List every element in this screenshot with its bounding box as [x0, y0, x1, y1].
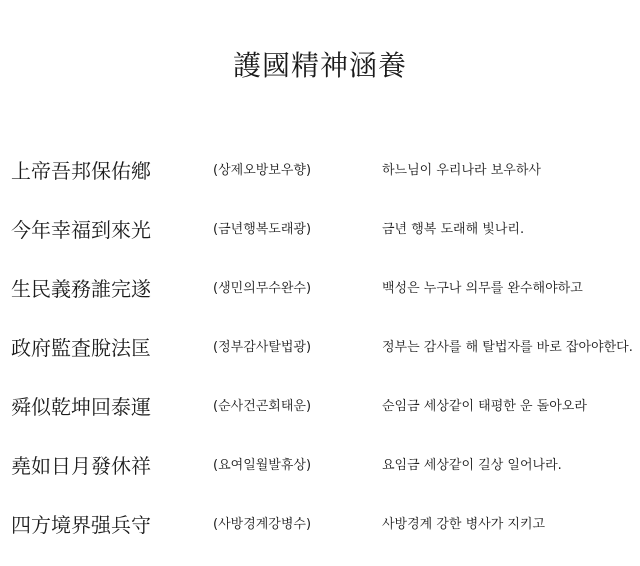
hanja-text: 政府監査脫法匡: [11, 336, 151, 360]
hanja-text: 生民義務誰完遂: [11, 277, 151, 301]
korean-reading: (정부감사탈법광): [213, 340, 312, 355]
poem-line: [0, 153, 640, 212]
korean-meaning: 금년 행복 도래해 빛나리.: [382, 222, 525, 237]
poem-line: [0, 448, 640, 507]
korean-meaning: 요임금 세상같이 길상 일어나라.: [382, 458, 562, 473]
korean-reading: (금년행복도래광): [213, 222, 312, 237]
korean-reading: (요여일월발휴상): [213, 458, 312, 473]
korean-meaning: 정부는 감사를 해 탈법자를 바로 잡아야한다.: [382, 340, 633, 355]
hanja-text: 上帝吾邦保佑鄕: [11, 159, 151, 183]
poem-line: [0, 212, 640, 271]
hanja-text: 今年幸福到來光: [11, 218, 151, 242]
poem-title: 護國精神涵養: [232, 49, 407, 82]
poem-line: [0, 389, 640, 448]
korean-reading: (상제오방보우향): [213, 163, 312, 178]
poem-line: [0, 330, 640, 389]
korean-meaning: 하느님이 우리나라 보우하사: [382, 163, 541, 178]
korean-reading: (사방경계강병수): [213, 517, 312, 532]
poem-line: [0, 271, 640, 330]
poem-lines: [0, 153, 640, 566]
korean-meaning: 순임금 세상같이 태평한 운 돌아오라: [382, 399, 587, 414]
hanja-text: 堯如日月發休祥: [11, 454, 151, 478]
poem-line: [0, 507, 640, 566]
hanja-text: 四方境界强兵守: [11, 513, 151, 537]
korean-reading: (순사건곤회태운): [213, 399, 312, 414]
korean-reading: (생민의무수완수): [213, 281, 312, 296]
korean-meaning: 백성은 누구나 의무를 완수해야하고: [382, 281, 583, 296]
hanja-text: 舜似乾坤回泰運: [11, 395, 151, 419]
korean-meaning: 사방경계 강한 병사가 지키고: [382, 517, 546, 532]
